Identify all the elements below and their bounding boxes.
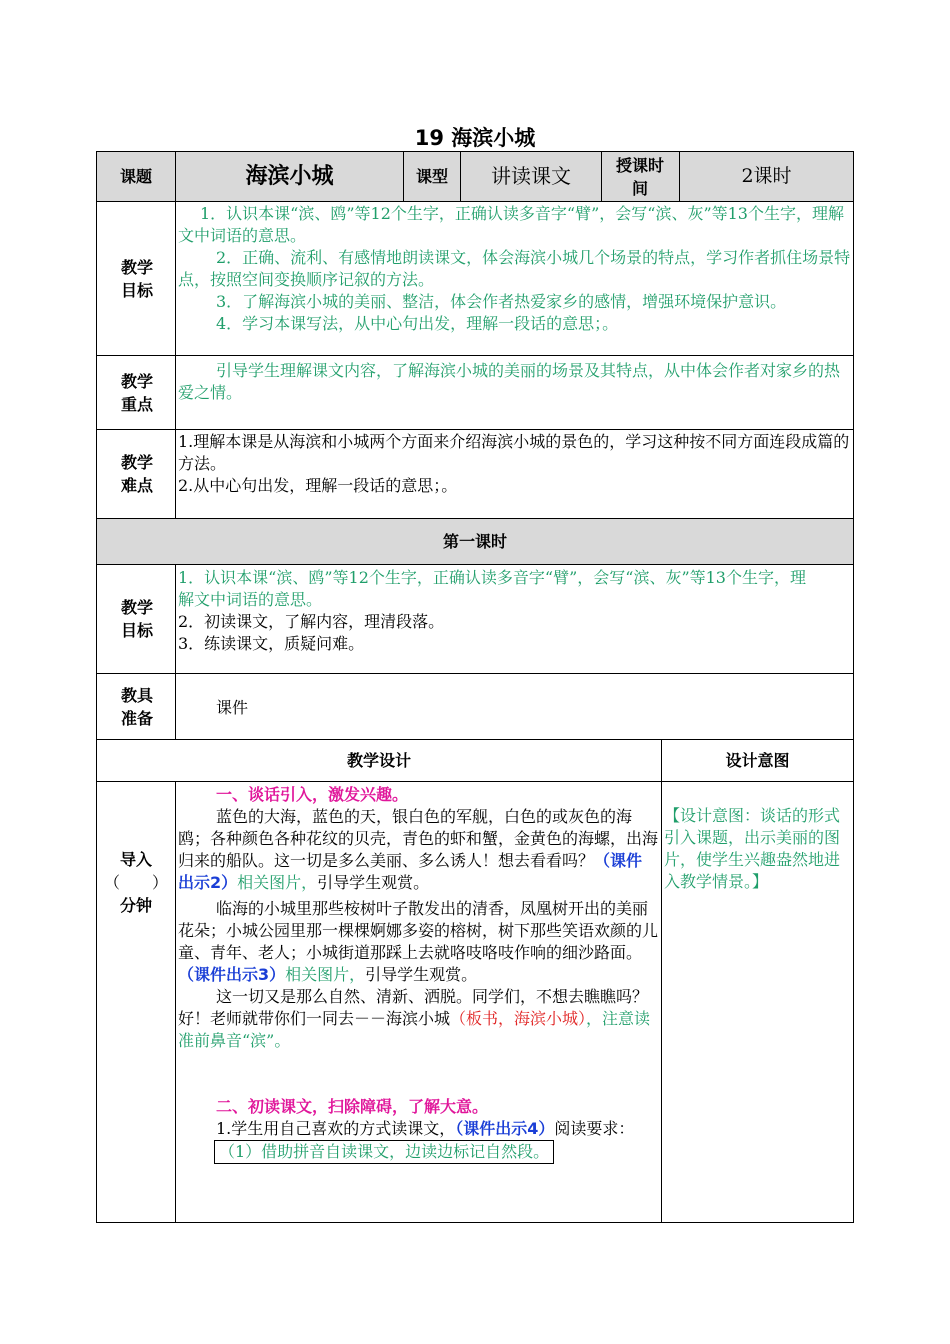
design-col-header: 教学设计 bbox=[346, 751, 411, 770]
design-intent: 【设计意图：谈话的形式引入课题，出示美丽的图片，使学生兴趣盎然地进入教学情景。】 bbox=[664, 806, 841, 891]
section-title: 一、谈话引入，激发兴趣。 bbox=[216, 785, 409, 804]
time-value: 2课时 bbox=[741, 165, 792, 187]
goal-item: 3．了解海滨小城的美丽、整洁，体会作者热爱家乡的感情，增强环境保护意识。 bbox=[216, 292, 787, 311]
paragraph: 这一切又是那么自然、清新、洒脱。同学们，不想去瞧瞧吗？好！老师就带你们一同去－－海滨小城（板书，海滨小城），注意读准前鼻音“滨”。 bbox=[178, 987, 651, 1050]
section-title: 二、初读课文，扫除障碍，了解大意。 bbox=[216, 1097, 489, 1116]
design-content bbox=[176, 783, 660, 1221]
difficulty-label: 教学难点 bbox=[120, 453, 153, 495]
type-label: 课型 bbox=[415, 167, 448, 186]
page-title: 19 海滨小城 bbox=[414, 126, 536, 150]
difficulty-item: 1.理解本课是从海滨和小城两个方面来介绍海滨小城的景色的，学习这种按不同方面连段成篇的方法。 bbox=[178, 432, 850, 473]
paragraph: 蓝色的大海，蓝色的天，银白色的军舰，白色的或灰色的海鸥；各种颜色各种花纹的贝壳，青色的虾和蟹，金黄色的海螺，出海归来的船队。这一切是多么美丽、多么诱人！想去看看吗？（课件出示2）相关图片，引导学生观赏。 bbox=[178, 807, 659, 892]
lesson1-goal-item: 1．认识本课“滨、鸥”等12个生字，正确认读多音字“臂”，会写“滨、灰”等13个生字，理解文中词语的意思。 bbox=[178, 568, 806, 609]
lesson1-goal-item: 2．初读课文，了解内容，理清段落。 bbox=[178, 612, 445, 631]
topic-label: 课题 bbox=[119, 167, 152, 186]
tools-value: 课件 bbox=[216, 698, 249, 717]
paragraph: 1.学生用自己喜欢的方式读课文，（课件出示4）阅读要求： bbox=[216, 1119, 635, 1138]
lesson1-goal-item: 3．练读课文，质疑问难。 bbox=[178, 634, 365, 653]
reading-requirement: （1）借助拼音自读课文，边读边标记自然段。 bbox=[178, 1140, 658, 1164]
difficulty-text bbox=[176, 430, 853, 518]
lesson1-goals-text bbox=[176, 565, 816, 673]
type-value: 讲读课文 bbox=[491, 164, 571, 188]
intro-label: 导入 （ ） 分钟 bbox=[103, 849, 168, 915]
paragraph: 临海的小城里那些桉树叶子散发出的清香，凤凰树开出的美丽花朵；小城公园里那一棵棵婀娜多姿的榕树，树下那些笑语欢颜的儿童、青年、老人；小城街道那踩上去就咯吱咯吱作响的细沙路面。（课件出示3）相关图片，引导学生观赏。 bbox=[178, 899, 659, 984]
goals-text bbox=[176, 202, 853, 355]
focus-label: 教学重点 bbox=[120, 371, 153, 414]
goal-item: 2．正确、流利、有感情地朗读课文，体会海滨小城几个场景的特点，学习作者抓住场景特点，按照空间变换顺序记叙的方法。 bbox=[178, 248, 851, 289]
time-label: 授课时间 bbox=[615, 155, 664, 198]
goal-item: 4．学习本课写法，从中心句出发，理解一段话的意思；。 bbox=[216, 314, 619, 333]
lesson1-heading: 第一课时 bbox=[442, 532, 507, 551]
lesson1-goals-label: 教学目标 bbox=[120, 598, 153, 640]
goals-label: 教学目标 bbox=[120, 257, 153, 300]
goal-item: 1．认识本课“滨、鸥”等12个生字，正确认读多音字“臂”，会写“滨、灰”等13个生字，理解文中词语的意思。 bbox=[178, 204, 844, 245]
difficulty-item: 2.从中心句出发，理解一段话的意思；。 bbox=[178, 476, 458, 495]
tools-label: 教具准备 bbox=[120, 685, 153, 728]
focus-text: 引导学生理解课文内容，了解海滨小城的美丽的场景及其特点，从中体会作者对家乡的热爱之情。 bbox=[178, 361, 841, 402]
intent-col-header: 设计意图 bbox=[725, 751, 790, 770]
topic-value: 海滨小城 bbox=[245, 164, 334, 189]
